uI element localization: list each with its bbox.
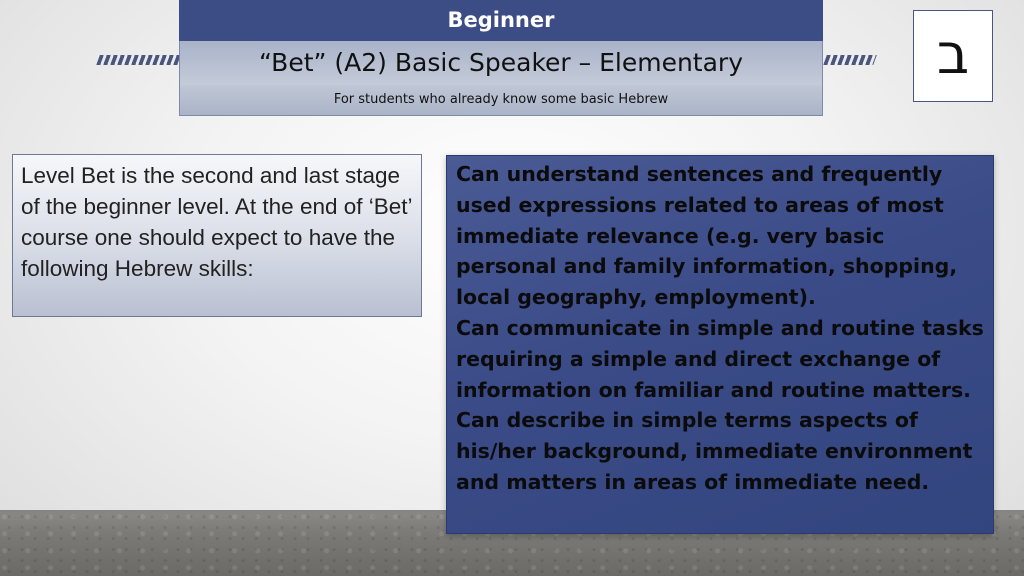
level-subtitle: For students who already know some basic Hebrew [179, 85, 823, 116]
level-header [179, 0, 823, 116]
level-title: “Bet” (A2) Basic Speaker – Elementary [179, 41, 823, 85]
skills-description-box [446, 155, 994, 534]
intro-text: Level Bet is the second and last stage of the beginner level. At the end of ‘Bet’ course one should expect to have the following Hebrew skills: [21, 163, 412, 281]
skills-paragraph-communication: Can communicate in simple and routine tasks requiring a simple and direct exchange of information on familiar and routine matters. Can describe in simple terms aspects of his/her background, immediate environment and matters in areas of immediate need. [456, 315, 984, 494]
decorative-dashes-left [96, 55, 182, 65]
hebrew-letter-bet: ב [913, 10, 993, 102]
intro-text-box [12, 154, 422, 317]
decorative-dashes-right [823, 55, 877, 65]
skills-paragraph-understanding: Can understand sentences and frequently used expressions related to areas of most immediate relevance (e.g. very basic personal and family information, shopping, local geography, employment). [456, 162, 958, 310]
level-label: Beginner [179, 0, 823, 41]
